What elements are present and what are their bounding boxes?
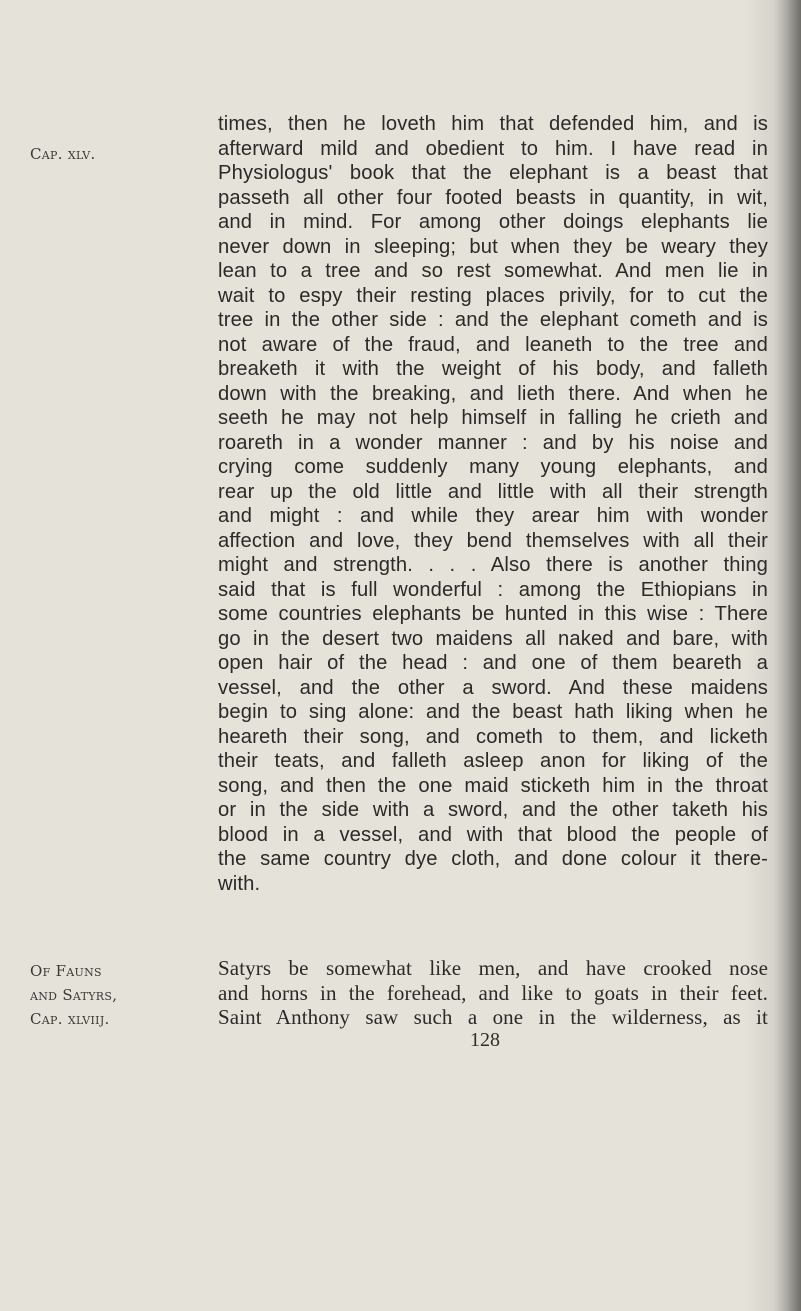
text-line: rear up the old little and little with all their strength bbox=[218, 480, 768, 503]
text-line: passeth all other four footed beasts in quantity, in wit, bbox=[218, 186, 768, 209]
main-text-block bbox=[218, 112, 768, 896]
text-line: their teats, and falleth asleep anon for liking of the bbox=[218, 750, 768, 772]
text-line: and horns in the forehead, and like to goats in their feet. bbox=[218, 980, 768, 1005]
text-line: never down in sleeping; but when they be weary they bbox=[218, 235, 768, 258]
margin-note-section-title-3: Cap. xlviij. bbox=[30, 1010, 110, 1028]
text-line: wait to espy their resting places privily, for to cut the bbox=[218, 284, 768, 307]
text-line: roareth in a wonder manner : and by his noise and bbox=[218, 431, 768, 454]
text-line: vessel, and the other a sword. And these maidens bbox=[218, 676, 768, 699]
text-line: down with the breaking, and lieth there. And when he bbox=[218, 382, 768, 405]
text-line: said that is full wonderful : among the Ethiopians in bbox=[218, 578, 768, 601]
text-line: with. bbox=[218, 872, 261, 895]
margin-note-chapter: Cap. xlv. bbox=[30, 145, 96, 163]
text-line: breaketh it with the weight of his body, and falleth bbox=[218, 358, 768, 380]
text-line: go in the desert two maidens all naked and bare, with bbox=[218, 627, 768, 650]
text-line: begin to sing alone: and the beast hath liking when he bbox=[218, 701, 768, 723]
text-line: open hair of the head : and one of them beareth a bbox=[218, 652, 768, 674]
text-line: crying come suddenly many young elephants, and bbox=[218, 456, 768, 478]
section-satyrs-text bbox=[218, 956, 768, 1030]
page-number: 128 bbox=[470, 1029, 500, 1051]
text-line: seeth he may not help himself in falling he crieth and bbox=[218, 407, 768, 429]
text-line: lean to a tree and so rest somewhat. And men lie in bbox=[218, 260, 768, 282]
text-line: song, and then the one maid sticketh him in the throat bbox=[218, 774, 768, 797]
text-line: not aware of the fraud, and leaneth to the tree and bbox=[218, 333, 768, 356]
text-line: afterward mild and obedient to him. I have read in bbox=[218, 137, 768, 160]
margin-note-section-title-1: Of Fauns bbox=[30, 962, 102, 980]
text-line: and might : and while they arear him with wonder bbox=[218, 505, 768, 527]
text-line: might and strength. . . . Also there is another thing bbox=[218, 554, 768, 576]
margin-note-section-title-2: and Satyrs, bbox=[30, 986, 118, 1004]
text-line: some countries elephants be hunted in this wise : There bbox=[218, 603, 768, 625]
text-line: affection and love, they bend themselves with all their bbox=[218, 529, 768, 552]
page-edge-shadow bbox=[773, 0, 801, 1311]
text-line: times, then he loveth him that defended him, and is bbox=[218, 113, 768, 135]
text-line: the same country dye cloth, and done colour it there- bbox=[218, 848, 768, 870]
text-line: tree in the other side : and the elephant cometh and is bbox=[218, 309, 768, 331]
text-line: Saint Anthony saw such a one in the wilderness, as it bbox=[218, 1005, 768, 1029]
text-line: or in the side with a sword, and the other taketh his bbox=[218, 799, 768, 821]
text-line: Physiologus' book that the elephant is a beast that bbox=[218, 162, 768, 184]
text-line: blood in a vessel, and with that blood the people of bbox=[218, 823, 768, 846]
text-line: heareth their song, and cometh to them, and licketh bbox=[218, 725, 768, 748]
text-line: and in mind. For among other doings elephants lie bbox=[218, 211, 768, 233]
text-line: Satyrs be somewhat like men, and have crooked nose bbox=[218, 956, 768, 980]
